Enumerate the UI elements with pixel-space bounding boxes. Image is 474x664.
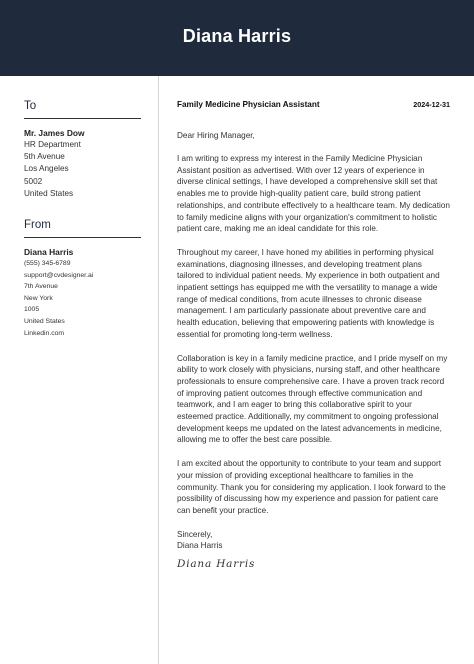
recipient-name: Mr. James Dow bbox=[24, 128, 85, 138]
sender-country: United States bbox=[24, 317, 65, 325]
header-banner bbox=[0, 0, 474, 76]
sender-linkedin: Linkedin.com bbox=[24, 329, 65, 337]
recipient-city: Los Angeles bbox=[24, 164, 69, 174]
letter-date: 2024-12-31 bbox=[413, 100, 450, 109]
letter-paragraph: Throughout my career, I have honed my abilities in performing physical examinations, diagnosing illnesses, and developing treatment plans tailored to individual patient needs. My experience in both outpatient and inpatient settings has equipped me with the versatility to manage a wide range of medical conditions, from acute illnesses to chronic disease management. I am particularly passionate about preventive care and health education, believing that empowering patients with knowledge is essential for promoting long-term wellness. bbox=[177, 247, 440, 339]
sender-email: support@cvdesigner.ai bbox=[24, 271, 94, 279]
letter-heading-row bbox=[177, 100, 450, 114]
sender-name: Diana Harris bbox=[24, 247, 74, 257]
recipient-department: HR Department bbox=[24, 140, 81, 149]
sender-city: New York bbox=[24, 294, 53, 302]
letter-paragraph: I am excited about the opportunity to contribute to your team and support your mission of providing exceptional healthcare to families in the community. Thank you for considering my application. I look forward to the possibility of discussing how my experience and passion for patient care can benefit your practice. bbox=[177, 459, 446, 515]
closing-name: Diana Harris bbox=[177, 541, 223, 551]
letter-paragraph: I am writing to express my interest in the Family Medicine Physician Assistant position as advertised. With over 12 years of experience in diverse clinical settings, I have developed a comprehensive skill set that enables me to provide high-quality patient care, build strong patient relationships, and contribute effectively to a healthcare team. My dedication to family medicine aligns with your organization's commitment to holistic patient care, making me an ideal candidate for this role. bbox=[177, 154, 450, 234]
sender-heading: From bbox=[24, 219, 51, 231]
recipient-street: 5th Avenue bbox=[24, 152, 65, 162]
closing-line: Sincerely, bbox=[177, 529, 213, 539]
handwritten-signature: Diana Harris bbox=[177, 557, 256, 570]
sender-block bbox=[24, 219, 142, 339]
sender-phone: (555) 345-6789 bbox=[24, 260, 71, 267]
recipient-country: United States bbox=[24, 188, 74, 198]
sender-rule bbox=[24, 237, 141, 238]
column-divider bbox=[158, 76, 159, 664]
sender-street: 7th Avenue bbox=[24, 283, 58, 291]
salutation: Dear Hiring Manager, bbox=[177, 131, 255, 140]
recipient-zip: 5002 bbox=[24, 176, 43, 186]
letter-body bbox=[177, 100, 450, 570]
letter-paragraph: Collaboration is key in a family medicine practice, and I pride myself on my ability to work closely with physicians, nursing staff, and other healthcare professionals to ensure comprehensive care. I have a proven track record of improving patient outcomes through effective communication and teamwork, and I am eager to bring this collaborative spirit to your esteemed practice. Additionally, my commitment to ongoing professional development keeps me updated on the latest advancements in medicine, allowing me to offer the best care possible. bbox=[177, 353, 448, 445]
sender-zip: 1005 bbox=[24, 306, 40, 314]
applicant-name: Diana Harris bbox=[182, 26, 292, 46]
letter-subject: Family Medicine Physician Assistant bbox=[177, 100, 320, 109]
recipient-rule bbox=[24, 118, 141, 119]
recipient-heading: To bbox=[24, 100, 37, 112]
recipient-block bbox=[24, 100, 142, 200]
